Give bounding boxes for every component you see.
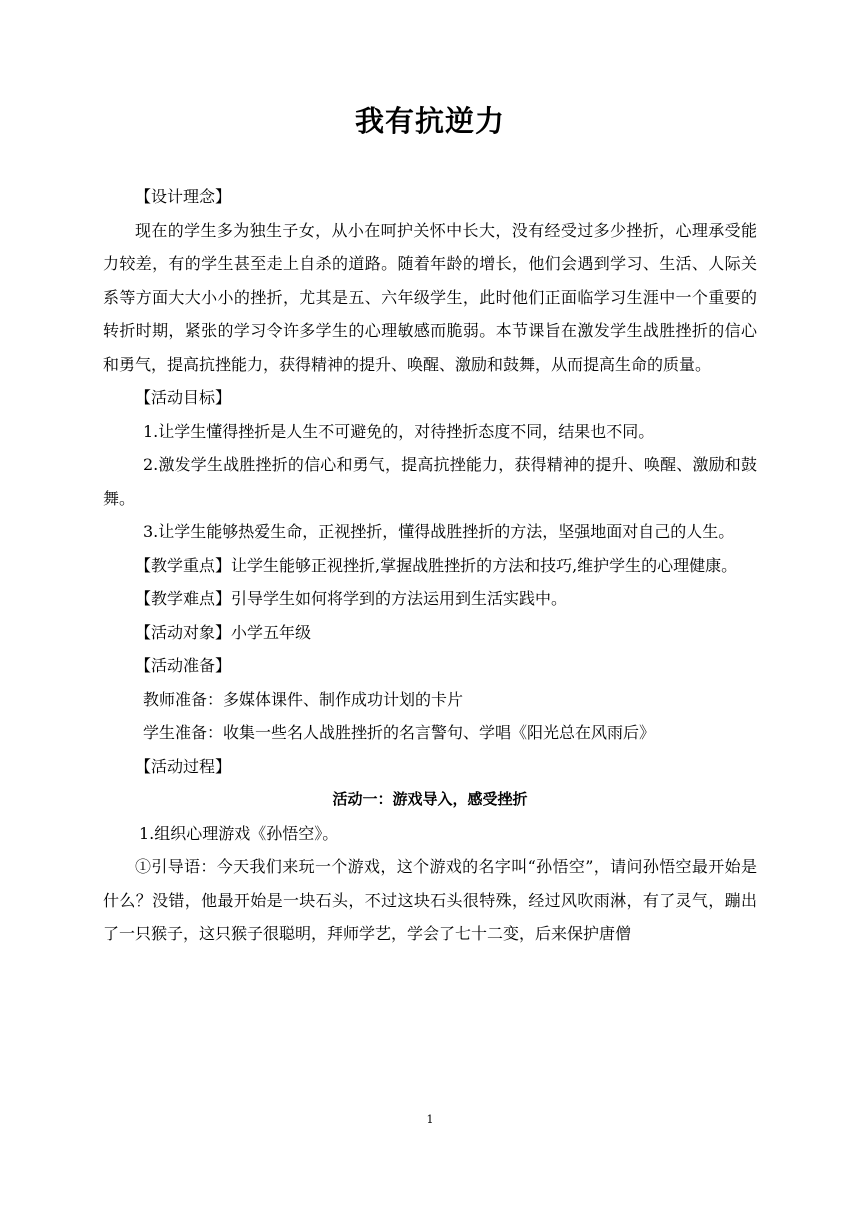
goal-item-1: 1.让学生懂得挫折是人生不可避免的，对待挫折态度不同，结果也不同。 [143, 421, 655, 441]
document-title: 我有抗逆力 [354, 104, 505, 138]
document-body [103, 180, 757, 951]
prep-heading: 【活动准备】 [135, 656, 232, 675]
page-number: 1 [426, 1113, 434, 1126]
process-heading: 【活动过程】 [135, 756, 232, 776]
prep-teacher: 教师准备：多媒体课件、制作成功计划的卡片 [143, 689, 464, 709]
activity-target: 【活动对象】小学五年级 [135, 622, 312, 642]
goal-item-3: 3.让学生能够热爱生命，正视挫折，懂得战胜挫折的方法，坚强地面对自己的人生。 [143, 522, 735, 541]
activity-step-1-text: ①引导语：今天我们来玩一个游戏，这个游戏的名字叫“孙悟空”，请问孙悟空最开始是什么？没错，他最开始是一块石头，不过这块石头很特殊，经过风吹雨淋，有了灵气，蹦出了一只猴子，这只猴子很聪明，拜师学艺，学会了七十二变，后来保护唐僧 [103, 857, 757, 943]
teaching-difficulty: 【教学难点】引导学生如何将学到的方法运用到生活实践中。 [135, 589, 568, 608]
goal-item-2: 2.激发学生战胜挫折的信心和勇气，提高抗挫能力，获得精神的提升、唤醒、激励和鼓舞。 [103, 455, 757, 508]
teaching-focus: 【教学重点】让学生能够正视挫折,掌握战胜挫折的方法和技巧,维护学生的心理健康。 [135, 555, 738, 575]
design-heading: 【设计理念】 [135, 187, 232, 206]
design-paragraph: 现在的学生多为独生子女，从小在呵护关怀中长大，没有经受过多少挫折，心理承受能力较差，有的学生甚至走上自杀的道路。随着年龄的增长，他们会遇到学习、生活、人际关系等方面大大小小的挫折，尤其是五、六年级学生，此时他们正面临学习生涯中一个重要的转折时期，紧张的学习令许多学生的心理敏感而脆弱。本节课旨在激发学生战胜挫折的信心和勇气，提高抗挫能力，获得精神的提升、唤醒、激励和鼓舞，从而提高生命的质量。 [103, 220, 757, 374]
activity-step-1: 1.组织心理游戏《孙悟空》。 [139, 823, 339, 843]
activity-one-title: 活动一：游戏导入，感受挫折 [332, 790, 528, 808]
prep-student: 学生准备：收集一些名人战胜挫折的名言警句、学唱《阳光总在风雨后》 [143, 723, 656, 742]
goals-heading: 【活动目标】 [135, 388, 232, 407]
